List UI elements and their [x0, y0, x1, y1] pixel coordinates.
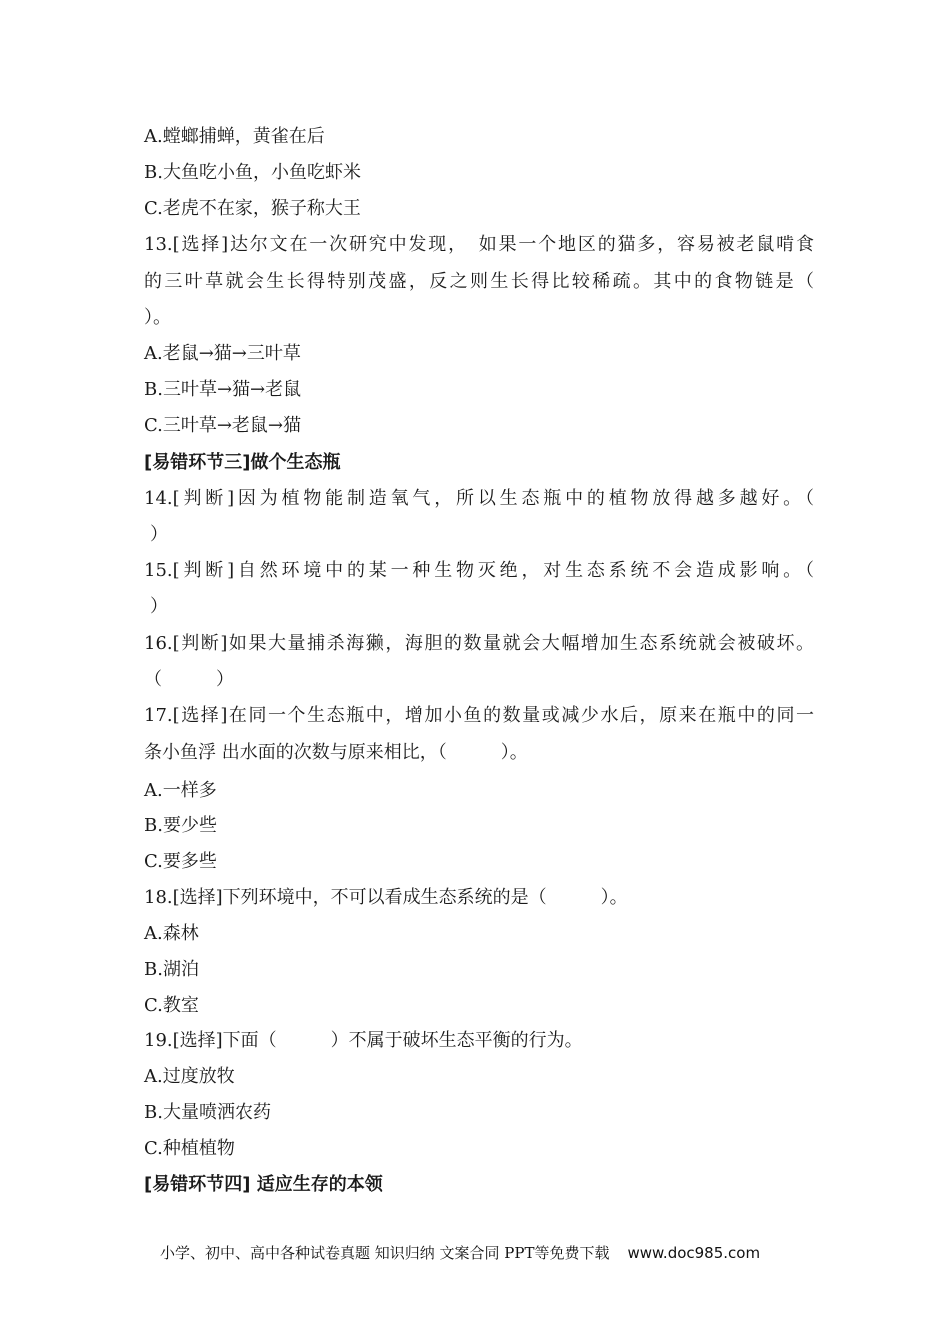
option-17c: C.要多些 [144, 851, 217, 872]
question-13-line-3: ）。 [144, 307, 171, 328]
question-13-line-2: 的三叶草就会生长得特别茂盛，反之则生长得比较稀疏。其中的食物链是（ [144, 271, 814, 292]
section-heading-3: [易错环节三]做个生态瓶 [144, 452, 341, 473]
option-12c: C.老虎不在家，猴子称大王 [144, 198, 361, 219]
page-footer [160, 1242, 800, 1264]
question-14-line-2: ） [150, 524, 168, 545]
question-19: 19.[选择]下面（ ）不属于破坏生态平衡的行为。 [144, 1030, 583, 1051]
option-19a: A.过度放牧 [144, 1066, 235, 1087]
question-17-line-1: 17.[选择]在同一个生态瓶中，增加小鱼的数量或减少水后，原来在瓶中的同一 [144, 705, 814, 726]
section-heading-4: [易错环节四] 适应生存的本领 [144, 1174, 383, 1195]
option-18c: C.教室 [144, 995, 199, 1016]
question-14-line-1: 14.[判断]因为植物能制造氧气，所以生态瓶中的植物放得越多越好。（ [144, 488, 814, 509]
question-13-line-1: 13.[选择]达尔文在一次研究中发现， 如果一个地区的猫多，容易被老鼠啃食 [144, 234, 814, 255]
option-13c: C.三叶草→老鼠→猫 [144, 415, 302, 436]
question-16-line-1: 16.[判断]如果大量捕杀海獭，海胆的数量就会大幅增加生态系统就会被破坏。 [144, 633, 814, 654]
option-12b: B.大鱼吃小鱼，小鱼吃虾米 [144, 162, 361, 183]
option-17a: A.一样多 [144, 780, 217, 801]
question-18: 18.[选择]下列环境中，不可以看成生态系统的是（ ）。 [144, 887, 628, 908]
option-12a: A.螳螂捕蝉，黄雀在后 [144, 126, 325, 147]
footer-text: 小学、初中、高中各种试卷真题 知识归纳 文案合同 PPT等免费下载 [160, 1244, 610, 1262]
option-17b: B.要少些 [144, 815, 217, 836]
question-15-line-1: 15.[判断]自然环境中的某一种生物灭绝，对生态系统不会造成影响。（ [144, 560, 814, 581]
option-18b: B.湖泊 [144, 959, 199, 980]
option-19b: B.大量喷洒农药 [144, 1102, 271, 1123]
option-18a: A.森林 [144, 923, 199, 944]
footer-site-link[interactable]: www.doc985.com [627, 1244, 761, 1262]
option-13a: A.老鼠→猫→三叶草 [144, 343, 301, 364]
option-19c: C.种植植物 [144, 1138, 235, 1159]
question-17-line-2: 条小鱼浮 出水面的次数与原来相比，（ ）。 [144, 742, 528, 763]
option-13b: B.三叶草→猫→老鼠 [144, 379, 302, 400]
question-15-line-2: ） [150, 596, 168, 617]
question-16-line-2: （ ） [144, 669, 234, 690]
